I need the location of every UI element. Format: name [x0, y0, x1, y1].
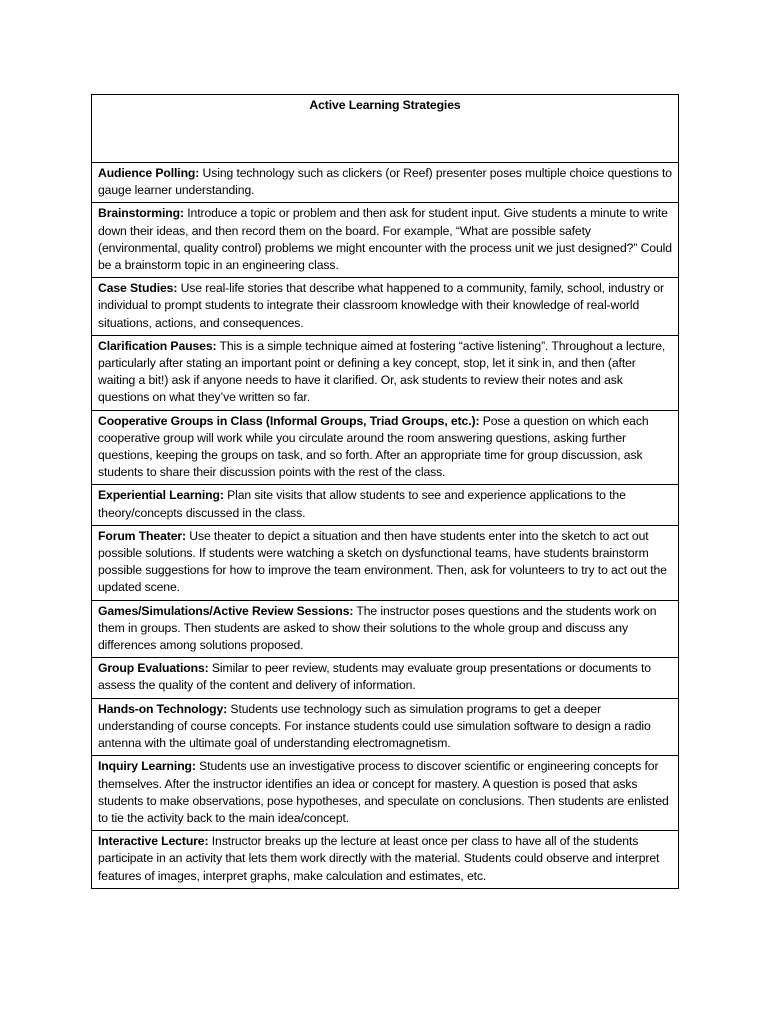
strategy-term: Brainstorming:	[98, 206, 184, 221]
strategy-row	[92, 485, 679, 525]
strategy-row	[92, 278, 679, 336]
title-row	[92, 95, 679, 163]
strategy-description: Instructor breaks up the lecture at least once per class to have all of the students participate in an activity that lets them work directly with the material. Students could observe and interpret features of images, interpret graphs, make calculation and estimates, etc.	[98, 834, 660, 883]
strategy-cell	[92, 485, 679, 525]
strategy-description: Introduce a topic or problem and then ask for student input. Give students a minute to write down their ideas, and then record them on the board. For example, “What are possible safety (environmental, quality control) problems we might encounter with the process unit we just designed?” Could be a brainstorm topic in an engineering class.	[98, 206, 672, 273]
strategy-row	[92, 600, 679, 658]
strategy-term: Audience Polling:	[98, 166, 200, 180]
strategy-cell	[92, 756, 679, 831]
strategy-term: Group Evaluations:	[98, 661, 209, 676]
strategy-cell	[92, 203, 679, 278]
strategy-description: Using technology such as clickers (or Reef) presenter poses multiple choice questions to gauge learner understanding.	[98, 166, 672, 198]
strategy-cell	[92, 658, 679, 698]
strategy-term: Case Studies:	[98, 281, 178, 296]
strategy-cell	[92, 698, 679, 756]
strategies-document	[91, 94, 679, 889]
strategy-description: Pose a question on which each cooperative group will work while you circulate around the room answering questions, asking further questions, keeping the groups on task, and so forth. After an appropriate time for group discussion, ask students to share their discussion points with the rest of the class.	[98, 413, 649, 480]
strategy-cell	[92, 335, 679, 410]
strategy-cell	[92, 163, 679, 203]
strategy-term: Interactive Lecture:	[98, 834, 209, 849]
strategy-description: Students use an investigative process to discover scientific or engineering concepts for themselves. After the instructor identifies an idea or concept for mastery. A question is posed that asks students to make observations, pose hypotheses, and speculate on conclusions. Then students are enlisted to tie the activity back to the main idea/concept.	[98, 759, 669, 825]
strategy-row	[92, 203, 679, 278]
strategy-description: This is a simple technique aimed at fostering “active listening”. Throughout a lecture, particularly after stating an important point or defining a key concept, stop, let it sink in, and then (after waiting a bit!) ask if anyone needs to have it clarified. Or, ask students to review their notes and ask questions on what they’ve written so far.	[98, 338, 666, 405]
strategy-row	[92, 756, 679, 831]
strategies-table	[91, 94, 679, 889]
strategy-term: Hands-on Technology:	[98, 701, 228, 716]
strategy-term: Cooperative Groups in Class (Informal Groups, Triad Groups, etc.):	[98, 413, 480, 428]
strategy-row	[92, 698, 679, 756]
strategy-term: Experiential Learning:	[98, 488, 224, 503]
strategy-term: Clarification Pauses:	[98, 338, 217, 353]
strategy-description: Students use technology such as simulation programs to get a deeper understanding of course concepts. For instance students could use simulation software to design a radio antenna with the ultimate goal of understanding electromagnetism.	[98, 701, 651, 751]
strategy-row	[92, 525, 679, 600]
strategy-cell	[92, 410, 679, 485]
strategy-term: Inquiry Learning:	[98, 759, 196, 774]
strategy-description: Similar to peer review, students may evaluate group presentations or documents to assess the quality of the content and delivery of information.	[98, 661, 651, 693]
strategy-cell	[92, 600, 679, 658]
strategy-term: Forum Theater:	[98, 528, 186, 543]
strategy-row	[92, 658, 679, 698]
strategy-row	[92, 335, 679, 410]
strategy-row	[92, 163, 679, 203]
strategy-description: Use theater to depict a situation and then have students enter into the sketch to act out possible solutions. If students were watching a sketch on dysfunctional teams, have students brainstorm possible suggestions for how to improve the team environment. Then, ask for volunteers to try to act out the updated scene.	[98, 528, 667, 595]
strategy-row	[92, 831, 679, 889]
strategy-description: The instructor poses questions and the students work on them in groups. Then students are asked to show their solutions to the whole group and discuss any differences among solutions proposed.	[98, 603, 657, 653]
strategy-cell	[92, 278, 679, 336]
strategy-cell	[92, 831, 679, 889]
strategy-description: Plan site visits that allow students to see and experience applications to the theory/concepts discussed in the class.	[98, 488, 626, 520]
document-title: Active Learning Strategies	[92, 95, 679, 163]
strategy-description: Use real-life stories that describe what happened to a community, family, school, industry or individual to prompt students to integrate their classroom knowledge with their knowledge of real-world situations, actions, and consequences.	[98, 281, 664, 330]
strategy-term: Games/Simulations/Active Review Sessions:	[98, 603, 354, 618]
strategy-cell	[92, 525, 679, 600]
strategy-row	[92, 410, 679, 485]
